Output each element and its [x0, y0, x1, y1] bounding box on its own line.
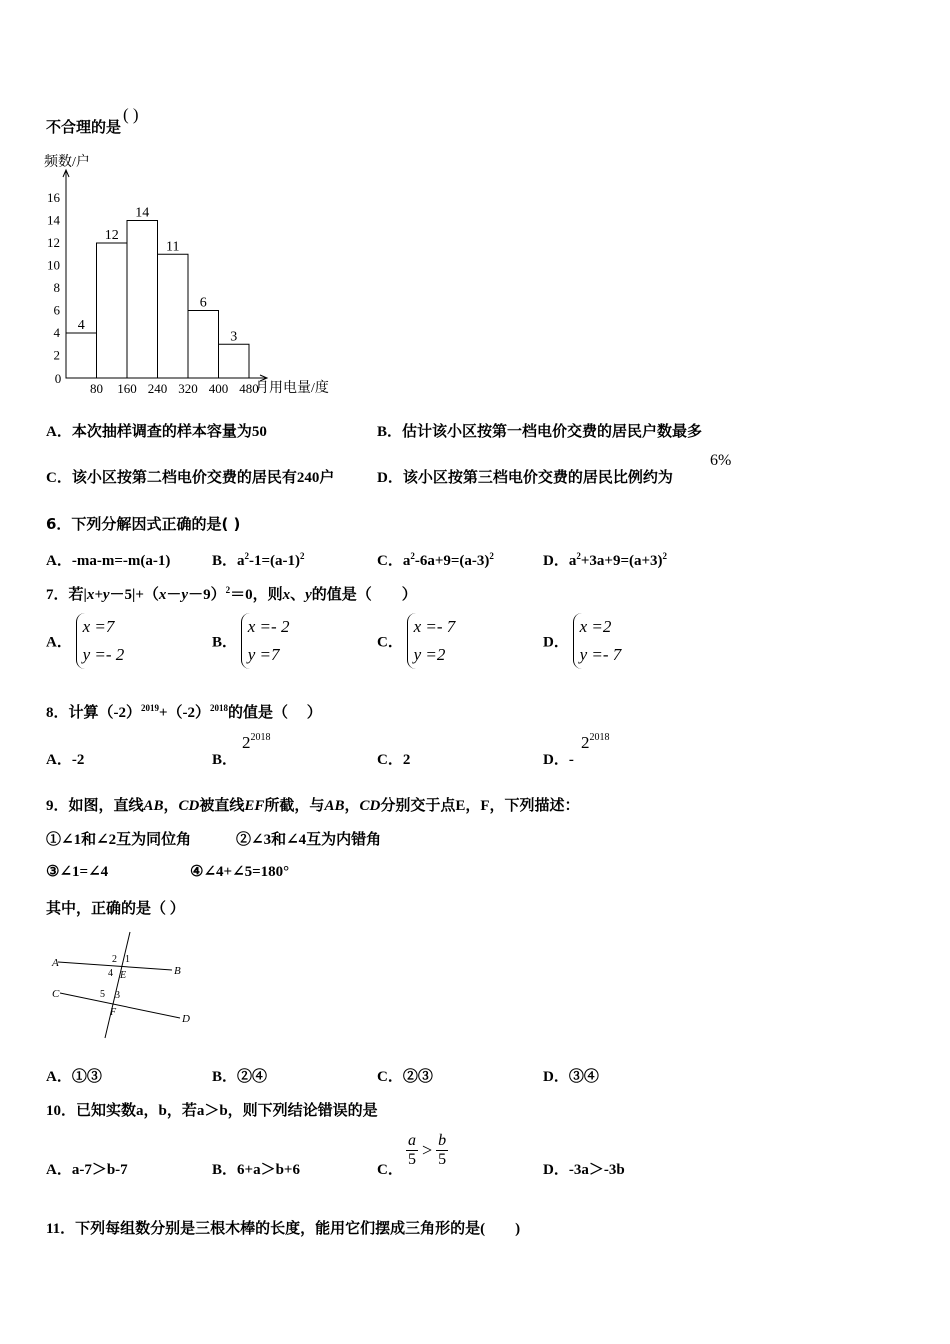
q5-option-c[interactable]: C．该小区按第二档电价交费的居民有240户 — [46, 470, 335, 486]
histogram-chart — [40, 150, 370, 400]
angle-2: 2 — [112, 954, 117, 965]
q5-option-b[interactable]: B．估计该小区按第一档电价交费的居民户数最多 — [377, 424, 703, 440]
histogram-bar — [219, 344, 250, 378]
x-tick-label: 480 — [239, 381, 259, 396]
angle-4: 4 — [108, 968, 113, 979]
histogram-bar — [127, 221, 158, 379]
q7-option-b[interactable]: B． x =- 2 y =7 — [212, 613, 289, 669]
y-tick-label: 8 — [53, 280, 60, 295]
q9-figure — [44, 926, 204, 1044]
bar-value-label: 11 — [166, 239, 180, 255]
q9-statement-4: ④∠4+∠5=180° — [190, 864, 290, 880]
q10-option-c-fraction: $\frac{a}{5}$ > $\frac{b}{5}$ — [408, 1132, 447, 1168]
q11-stem: 11．下列每组数分别是三根木棒的长度，能用它们摆成三角形的是( ) — [46, 1221, 521, 1237]
label-e: E — [120, 970, 127, 981]
line-ef — [105, 932, 130, 1038]
q8-option-c[interactable]: C．2 — [377, 752, 411, 768]
q7-stem: 7．若$|x+y-5|+(x-y-9)^2=0$，则x、y的值是（ ） — [46, 585, 417, 603]
q7-option-c[interactable]: C． x =- 7 y =2 — [377, 613, 455, 669]
line-cd — [60, 993, 180, 1018]
bar-value-label: 14 — [135, 205, 150, 221]
q7-option-d[interactable]: D． x =2 y =- 7 — [543, 613, 621, 669]
origin-label: 0 — [54, 371, 62, 386]
y-tick-label: 2 — [53, 347, 60, 363]
q6-option-a[interactable]: A．-ma-m=-m(a-1) — [46, 553, 171, 569]
q9-option-a[interactable]: A．①③ — [46, 1069, 102, 1085]
q9-statement-1: ①∠1和∠2互为同位角 — [46, 832, 192, 848]
label-c: C — [52, 988, 60, 1000]
histogram-bar — [158, 254, 189, 378]
histogram-bar — [97, 243, 128, 378]
x-tick-label: 80 — [90, 381, 103, 396]
y-tick-label: 6 — [53, 302, 60, 318]
bar-value-label: 6 — [199, 295, 207, 311]
q8-option-b[interactable]: B． — [212, 752, 238, 768]
q9-statement-2: ②∠3和∠4互为内错角 — [236, 832, 382, 848]
q8-option-b-power: $2^{2018}$ — [242, 732, 271, 752]
y-axis-title: 频数/户 — [44, 155, 90, 170]
q9-option-d[interactable]: D．③④ — [543, 1069, 599, 1085]
q10-option-c-label[interactable]: C． — [377, 1162, 403, 1178]
x-tick-label: 160 — [117, 381, 137, 396]
q7-option-a[interactable]: A． x =7 y =- 2 — [46, 613, 124, 669]
label-b: B — [174, 965, 181, 977]
q8-option-d[interactable]: D．- — [543, 752, 574, 768]
q5-option-d[interactable]: D．该小区按第三档电价交费的居民比例约为 — [377, 470, 673, 486]
y-tick-label: 10 — [47, 257, 60, 273]
x-tick-label: 240 — [147, 381, 168, 396]
y-tick-label: 4 — [53, 325, 60, 340]
q6-stem: 6．下列分解因式正确的是( ) — [46, 515, 241, 533]
bar-value-label: 3 — [230, 329, 238, 345]
bar-value-label: 12 — [104, 228, 119, 243]
q9-statement-3: ③∠1=∠4 — [46, 864, 109, 880]
q10-option-a[interactable]: A．a-7＞b-7 — [46, 1162, 128, 1178]
y-tick-label: 12 — [47, 235, 60, 250]
histogram-bar — [66, 333, 97, 378]
q5-option-a[interactable]: A．本次抽样调查的样本容量为50 — [46, 424, 267, 440]
q6-option-b[interactable]: B．$a^2-1=(a-1)^2$ — [212, 551, 305, 569]
q5-stem: 不合理的是( ) — [46, 105, 139, 136]
q9-option-c[interactable]: C．②③ — [377, 1069, 433, 1085]
q6-option-c[interactable]: C．$a^2-6a+9=(a-3)^2$ — [377, 551, 494, 569]
q10-stem: 10．已知实数a，b，若a＞b，则下列结论错误的是 — [46, 1103, 378, 1119]
label-f: F — [110, 1007, 117, 1018]
x-axis-title: 月用电量/度 — [255, 381, 329, 396]
angle-1: 1 — [125, 954, 130, 965]
angle-5: 5 — [100, 989, 105, 1000]
q10-option-b[interactable]: B．6+a＞b+6 — [212, 1162, 300, 1178]
y-tick-label: 14 — [47, 212, 60, 228]
x-tick-label: 320 — [178, 381, 198, 396]
q10-option-d[interactable]: D．-3a＞-3b — [543, 1162, 625, 1178]
bar-value-label: 4 — [77, 318, 85, 333]
q9-option-b[interactable]: B．②④ — [212, 1069, 268, 1085]
label-a: A — [52, 957, 59, 969]
q8-option-a[interactable]: A．-2 — [46, 752, 85, 768]
x-tick-label: 400 — [208, 381, 229, 396]
y-tick-label: 16 — [47, 190, 60, 205]
label-d: D — [182, 1013, 190, 1025]
q6-option-d[interactable]: D．$a^2+3a+9=(a+3)^2$ — [543, 551, 668, 569]
angle-3: 3 — [115, 990, 120, 1001]
q9-question: 其中，正确的是（ ） — [46, 901, 185, 917]
histogram-bar — [188, 311, 219, 379]
q8-option-d-power: $2^{2018}$ — [581, 732, 610, 752]
q8-stem: 8．计算$(-2)^{2019}+(-2)^{2018}$的值是（ ） — [46, 703, 322, 721]
q5-option-d-percent: 6% — [710, 452, 732, 469]
q9-stem: 9．如图，直线AB，CD被直线EF所截，与AB，CD分别交于点E，F，下列描述： — [46, 798, 580, 814]
